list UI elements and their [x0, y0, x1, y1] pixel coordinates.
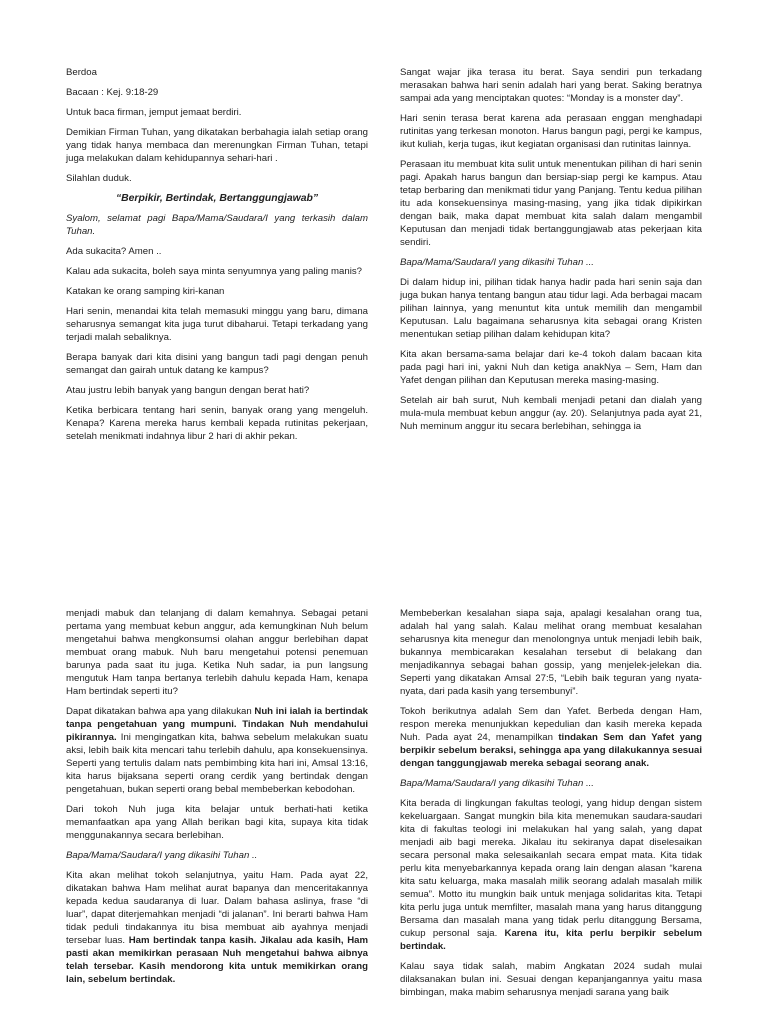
- paragraph: Hari senin, menandai kita telah memasuki minggu yang baru, dimana seharusnya semangat kita juga turut dibaharui. Tetapi terkadang yang terjadi malah sebaliknya.: [66, 306, 368, 343]
- text-run: Ini mengingatkan kita, bahwa sebelum melakukan suatu aksi, lebih baik kita mencari tahu terlebih dahulu, apa konsekuensinya. Seperti yang tertulis dalam nats pembimbing kita hari ini, Amsal 13:16, kita harus bijaksana seperti orang cerdik yang bertindak dengan pengetahuan, bukan seperti orang bebal membeberkan kebodohan.: [66, 732, 368, 795]
- paragraph: Ketika berbicara tentang hari senin, banyak orang yang mengeluh. Kenapa? Karena mereka harus kembali kepada rutinitas pekerjaan, setelah menikmati indahnya libur 2 hari di akhir pekan.: [66, 405, 368, 442]
- page-2-left-column: [66, 607, 368, 993]
- paragraph: Kita akan bersama-sama belajar dari ke-4 tokoh dalam bacaan kita pada pagi hari ini, yakni Nuh dan ketiga anakNya – Sem, Ham dan Yafet dengan pilihan dan Keputusan mereka masing-masing.: [400, 349, 702, 386]
- prayer-line: Berdoa: [66, 67, 97, 78]
- page-2: [0, 512, 768, 1024]
- paragraph: Kalau saya tidak salah, mabim Angkatan 2024 sudah mulai dilaksanakan bulan ini. Sesuai dengan kepanjangannya yaitu masa bimbingan, maka mabim seharusnya menjadi sarana yang baik: [400, 961, 702, 998]
- paragraph: Hari senin terasa berat karena ada perasaan enggan menghadapi rutinitas yang terkesan monoton. Harus bangun pagi, pergi ke kampus, ikut kuliah, kerja tugas, ikut kegiatan organisasi dan rutinitas lainnya.: [400, 113, 702, 150]
- page-2-right-column: [400, 607, 702, 1006]
- paragraph: [66, 869, 368, 986]
- sermon-title: “Berpikir, Bertindak, Bertanggungjawab”: [115, 193, 319, 204]
- paragraph: menjadi mabuk dan telanjang di dalam kemahnya. Sebagai petani pertama yang membuat kebun anggur, ada kemungkinan Nuh belum mengetahui bahwa mengkonsumsi olahan anggur berlebihan dapat membuat orang mabuk. Nuh baru mengetahui potensi penemuan barunya pada saat itu juga. Ketika Nuh sadar, ia pun langsung mengutuk Ham tanpa bertanya terlebih dahulu kepada Ham, kenapa Ham bertindak seperti itu?: [66, 608, 368, 697]
- address-line: Bapa/Mama/Saudara/I yang dikasihi Tuhan ..: [66, 850, 258, 861]
- paragraph: Berapa banyak dari kita disini yang bangun tadi pagi dengan penuh semangat dan gairah untuk datang ke kampus?: [66, 352, 368, 376]
- paragraph: Di dalam hidup ini, pilihan tidak hanya hadir pada hari senin saja dan juga bukan hanya tentang bangun atau tidur lagi. Ada berbagai macam pilihan lainnya, yang menuntut kita untuk memilih dan mengambil Keputusan. Lalu bagaimana seharusnya kita sebagai orang Kristen menentukan setiap pilihan dalam kehidupan kita?: [400, 277, 702, 340]
- paragraph: Setelah air bah surut, Nuh kembali menjadi petani dan dialah yang mula-mula membuat kebun anggur (ay. 20). Selanjutnya pada ayat 21, Nuh meminum anggur itu secara berlebihan, sehingga ia: [400, 395, 702, 432]
- page-1-left-column: [66, 66, 368, 450]
- address-line: Bapa/Mama/Saudara/I yang dikasihi Tuhan ...: [400, 778, 594, 789]
- paragraph: Membeberkan kesalahan siapa saja, apalagi kesalahan orang tua, adalah hal yang salah. Kalau melihat orang membuat kesalahan seharusnya kita menegur dan menolongnya untuk menjadi lebih baik, bukannya membicarakan kesalahan tersebut di belakang dan menjadikannya sebagai bahan gossip, yang menjelek-jelekan dia. Seperti yang dikatakan Amsal 27:5, “Lebih baik teguran yang nyata-nyata, dari pada kasih yang tersembunyi”.: [400, 608, 702, 697]
- paragraph: Ada sukacita? Amen ..: [66, 246, 162, 257]
- bold-text: Ham bertindak tanpa kasih. Jikalau ada kasih, Ham pasti akan memikirkan perasaan Nuh mengetahui bahwa aibnya telah tersebar. Kasih mendorong kita untuk memikirkan orang lain, sebelum bertindak.: [66, 935, 368, 985]
- bold-text: Nuh ini ialah ia bertindak tanpa pengetahuan yang mumpuni. Tindakan Nuh mendahului pikirannya.: [66, 706, 369, 743]
- paragraph: Demikian Firman Tuhan, yang dikatakan berbahagia ialah setiap orang yang tidak hanya membaca dan merenungkan Firman Tuhan, tetapi juga melakukan dalam kehidupannya sehari-hari .: [66, 127, 368, 164]
- reading-reference: Bacaan : Kej. 9:18-29: [66, 87, 159, 98]
- paragraph: Sangat wajar jika terasa itu berat. Saya sendiri pun terkadang merasakan bahwa hari senin adalah hari yang berat. Saking beratnya sampai ada yang menciptakan quotes: “Monday is a monster day”.: [400, 67, 702, 104]
- paragraph: Dari tokoh Nuh juga kita belajar untuk berhati-hati ketika memanfaatkan apa yang Allah berikan bagi kita, supaya kita tidak menggunakannya secara berlebihan.: [66, 804, 368, 841]
- paragraph: [66, 705, 368, 796]
- paragraph: [400, 797, 702, 953]
- paragraph: Kalau ada sukacita, boleh saya minta senyumnya yang paling manis?: [66, 266, 362, 277]
- text-run: Dapat dikatakan bahwa apa yang dilakukan: [66, 706, 255, 717]
- instruction-stand: Untuk baca firman, jemput jemaat berdiri.: [66, 107, 242, 118]
- paragraph: Atau justru lebih banyak yang bangun dengan berat hati?: [66, 385, 310, 396]
- text-run: Kita akan melihat tokoh selanjutnya, yaitu Ham. Pada ayat 22, dikatakan bahwa Ham melihat aurat bapanya dan menceritakannya kepada kedua saudaranya di luar. Dalam bahasa aslinya, frase “di luar”, dapat diterjemahkan menjadi “di jalanan”. Ini berarti bahwa Ham tidak peduli tindakannya itu bisa membuat aib ayahnya menjadi tersebar luas.: [66, 870, 368, 946]
- text-run: Tokoh berikutnya adalah Sem dan Yafet. Berbeda dengan Ham, respon mereka menunjukkan kepedulian dan kasih mereka kepada Nuh. Pada ayat 24, menampilkan: [400, 706, 702, 743]
- bold-text: tindakan Sem dan Yafet yang berpikir sebelum beraksi, sehingga apa yang dilakukannya sesuai dengan tanggungjawab mereka sebagai seorang anak.: [400, 732, 702, 769]
- paragraph: Katakan ke orang samping kiri-kanan: [66, 286, 225, 297]
- greeting: Syalom, selamat pagi Bapa/Mama/Saudara/I yang terkasih dalam Tuhan.: [66, 213, 368, 237]
- text-run: Kita berada di lingkungan fakultas teologi, yang hidup dengan sistem kekeluargaan. Sangat mungkin bila kita menemukan saudara-saudari kita di fakultas teologi ini melakukan hal yang salah, yang dapat menjadi aib bagi mereka. Jikalau itu sekiranya dapat diselesaikan secara personal maka selesaikanlah secara empat mata. Kita tidak perlu kita menyebarkannya kepada orang lain dengan alasan “karena kita satu keluarga, maka masalah milik seorang adalah masalah milik semua”. Motto itu mungkin baik untuk menjaga solidaritas kita. Tetapi kita perlu juga untuk memfilter, masalah mana yang harus ditanggung Bersama dan masalah mana yang tidak perlu ditanggung Bersama, cukup personal saja.: [400, 798, 702, 939]
- paragraph: Perasaan itu membuat kita sulit untuk menentukan pilihan di hari senin pagi. Apakah harus bangun dan bersiap-siap pergi ke kampus. Atau tetap berbaring dan menikmati tidur yang Panjang. Tentu kedua pilihan itu ada konsekuensinya masing-masing, yang jika tidak dipikirkan dengan baik, maka dapat membuat kita salah dalam mengambil Keputusan dan menjadi tidak bertanggungjawab atas pekerjaan kita sendiri.: [400, 159, 702, 248]
- address-line: Bapa/Mama/Saudara/I yang dikasihi Tuhan ...: [400, 257, 594, 268]
- page-1-right-column: [400, 66, 702, 440]
- bold-text: Karena itu, kita perlu berpikir sebelum bertindak.: [400, 928, 703, 952]
- instruction-sit: Silahlan duduk.: [66, 173, 132, 184]
- paragraph: [400, 705, 702, 770]
